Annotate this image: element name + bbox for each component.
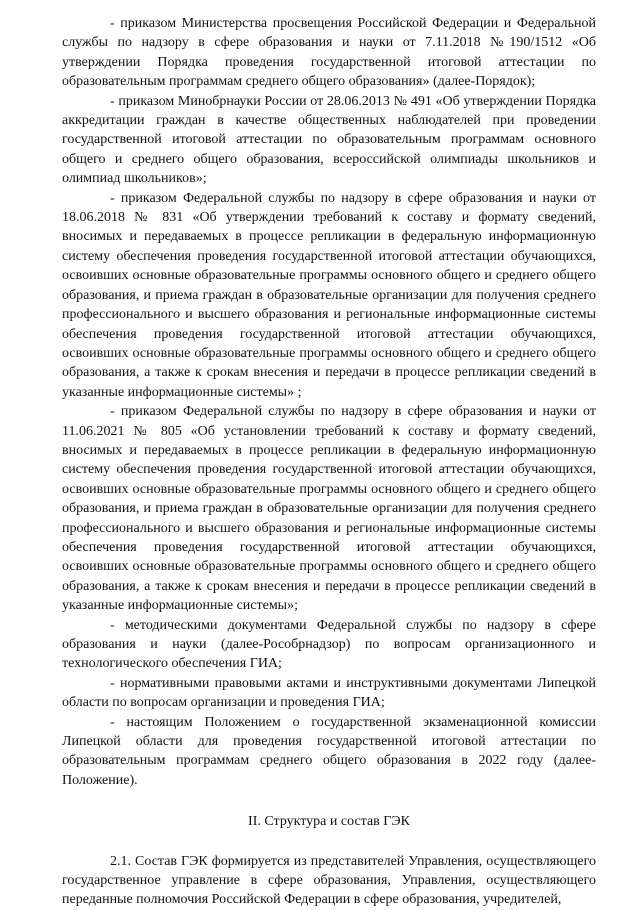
paragraph-methodical-documents: - методическими документами Федеральной службы по надзору в сфере образования и науки (далее-Рособрнадзор) по вопросам организационного и технологического обеспечения ГИА; <box>62 617 596 672</box>
paragraph-regional-acts: - нормативными правовыми актами и инструктивными документами Липецкой области по вопросам организации и проведения ГИА; <box>62 675 596 711</box>
paragraph-order-805: - приказом Федеральной службы по надзору в сфере образования и науки от 11.06.2021 № 805 «Об установлении требований к составу и формату сведений, вносимых и передаваемых в процессе репликации в федеральную информационную систему обеспечения проведения государственной итоговой аттестации обучающихся, освоивших основные образовательные программы основного общего и среднего общего образования, и приема граждан в образовательные организации для получения среднего профессионального и высшего образования и региональные информационные системы обеспечения проведения государственной итоговой аттестации обучающихся, освоивших основные образовательные программы основного общего и среднего общего образования, а также к срокам внесения и передачи в процессе репликации сведений в указанные информационные системы»; <box>62 404 596 614</box>
paragraph-this-regulation: - настоящим Положением о государственной экзаменационной комиссии Липецкой области для проведения государственной итоговой аттестации по образовательным программам среднего общего образования в 2022 году (далее-Положение). <box>62 714 596 788</box>
paragraph-order-minprosv: - приказом Министерства просвещения Российской Федерации и Федеральной службы по надзору в сфере образования и науки от 7.11.2018 №190/1512 «Об утверждении Порядка проведения государственной итоговой аттестации по образовательным программам среднего общего образования» (далее-Порядок); <box>62 16 596 90</box>
paragraph-order-831: - приказом Федеральной службы по надзору в сфере образования и науки от 18.06.2018 № 831 «Об утверждении требований к составу и формату сведений, вносимых и передаваемых в процессе репликации в федеральную информационную систему обеспечения проведения государственной итоговой аттестации обучающихся, освоивших основные образовательные программы основного общего и среднего общего образования, и приема граждан в образовательные организации для получения среднего профессионального и высшего образования и региональные информационные системы обеспечения проведения государственной итоговой аттестации обучающихся, освоивших основные образовательные программы основного общего и среднего общего образования, а также к срокам внесения и передачи в процессе репликации сведений в указанные информационные системы» ; <box>62 190 596 400</box>
document-page <box>62 14 596 910</box>
section-heading: II. Структура и состав ГЭК <box>248 814 410 830</box>
paragraph-2-1: 2.1. Состав ГЭК формируется из представителей Управления, осуществляющего государственное управление в сфере образования, Управления, осуществляющего переданные полномочия Российской Федерации в сфере образования, учредителей, <box>62 853 596 908</box>
paragraph-order-minobrnauki: - приказом Минобрнауки России от 28.06.2013 № 491 «Об утверждении Порядка аккредитации граждан в качестве общественных наблюдателей при проведении государственной итоговой аттестации по образовательным программам основного общего и среднего общего образования, всероссийской олимпиады школьников и олимпиад школьников»; <box>62 93 596 187</box>
